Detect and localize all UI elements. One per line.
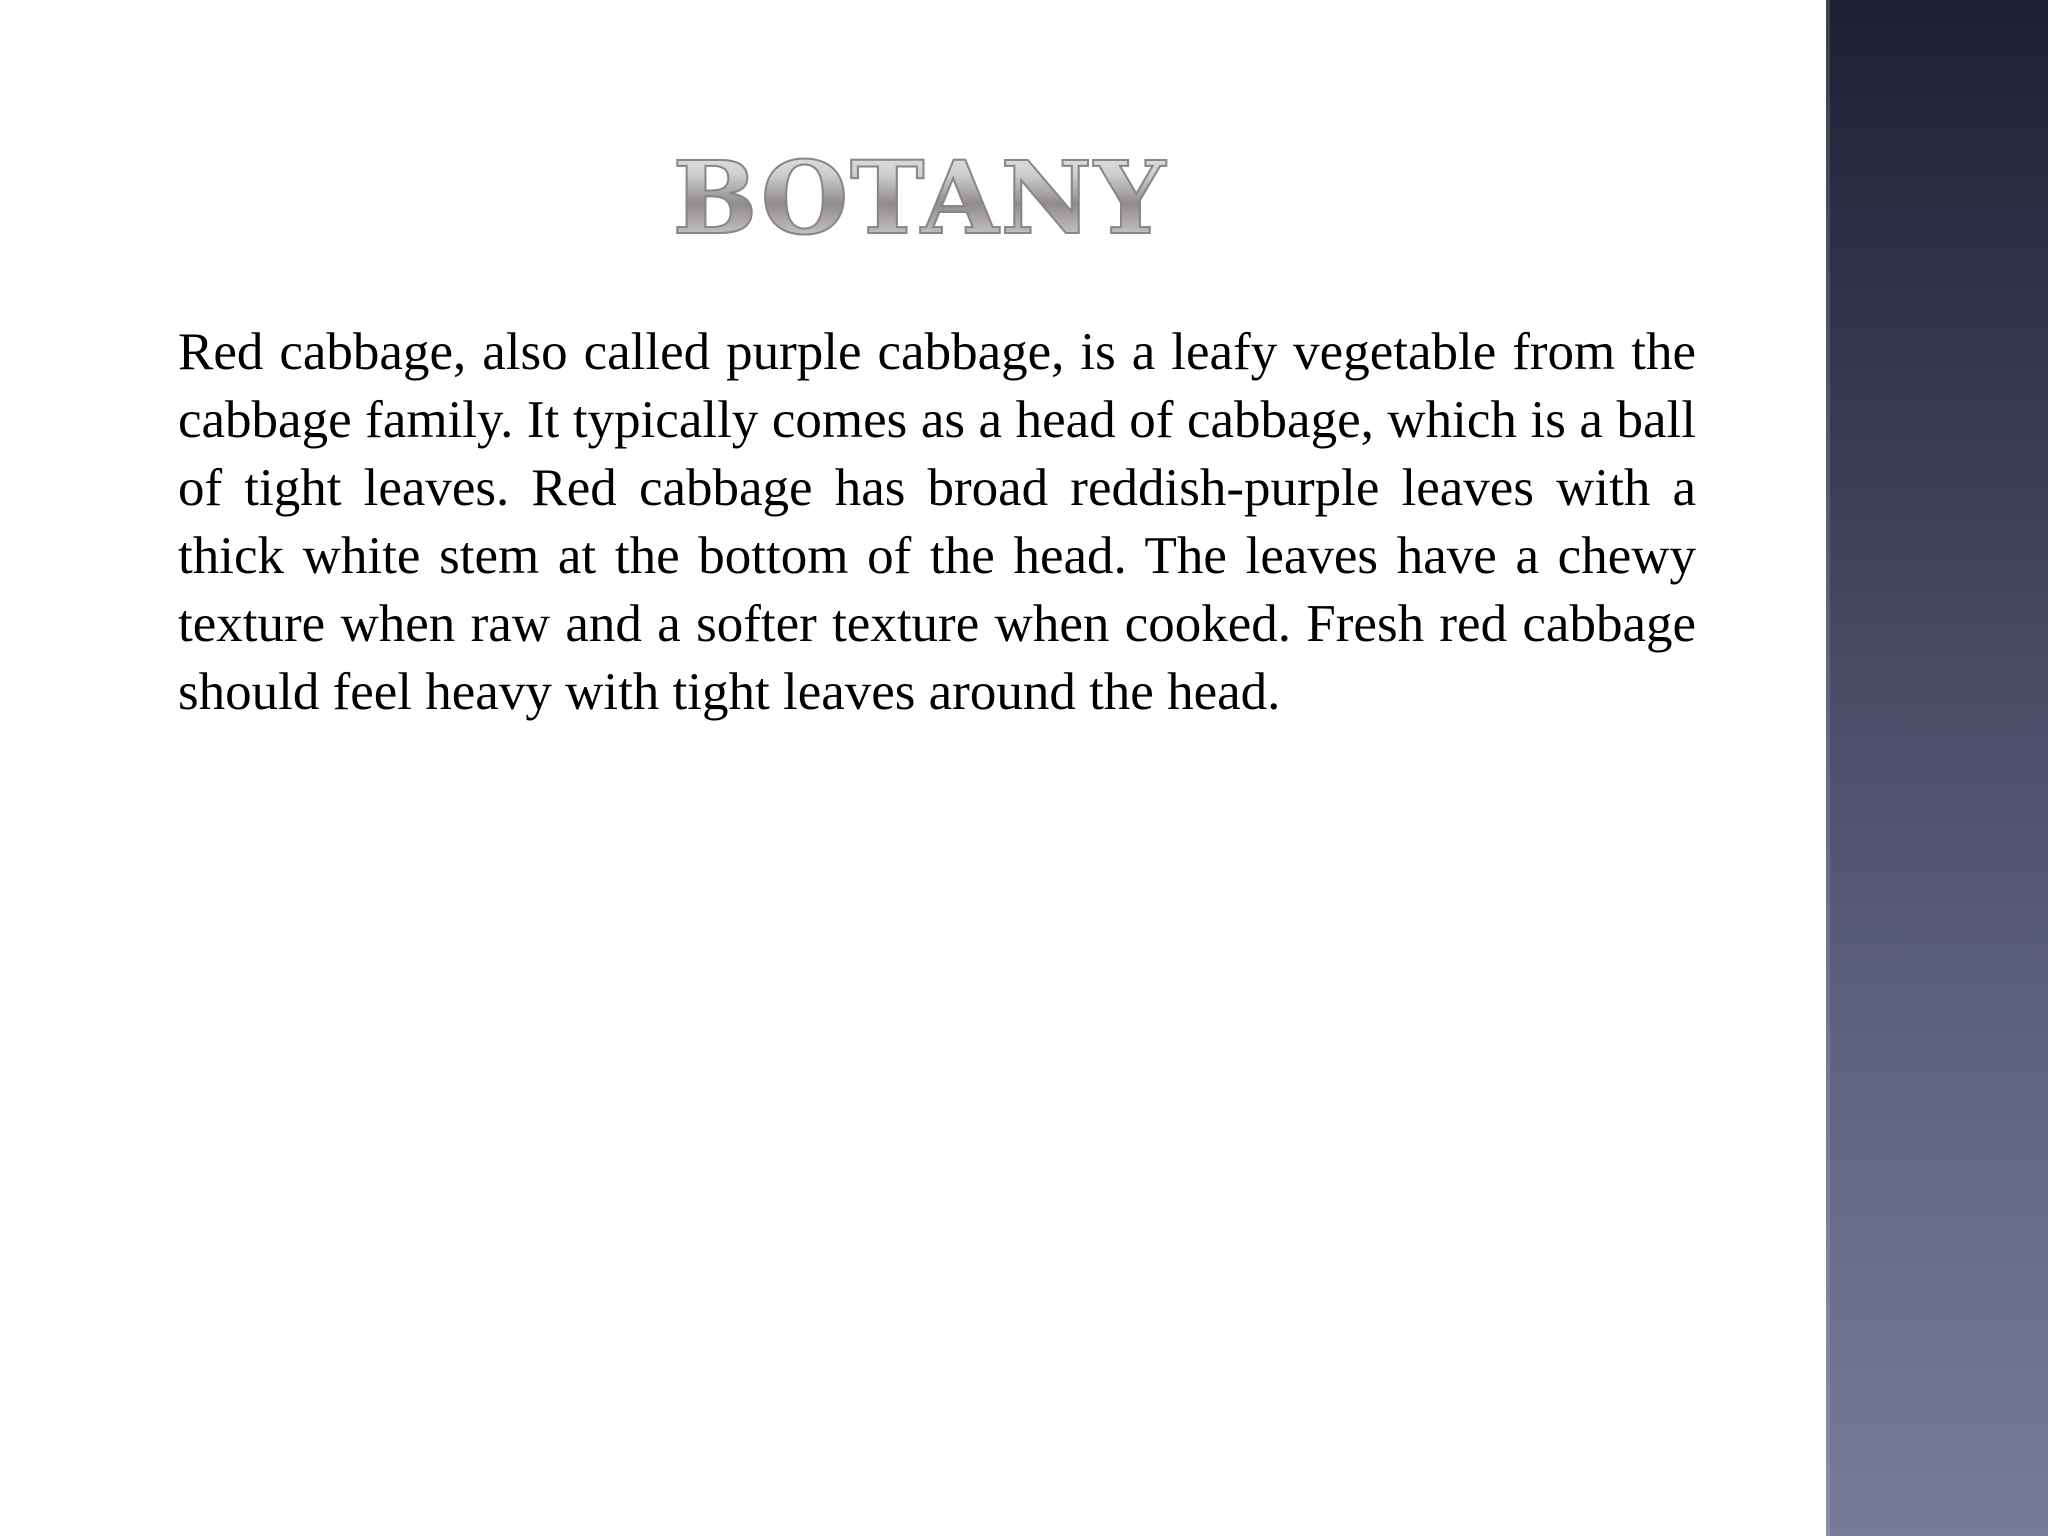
decorative-side-band [1826,0,2048,1536]
slide-title: BOTANY [0,138,1840,258]
slide-body-text: Red cabbage, also called purple cabbage, is a leafy vegetable from the cabbage family. It typically comes as a head of cabbage, which is a ball of tight leaves. Red cabbage has broad reddish-purple leaves with a thick white stem at the bottom of the head. The leaves have a chewy texture when raw and a softer texture when cooked. Fresh red cabbage should feel heavy with tight leaves around the head. [178,323,1696,721]
